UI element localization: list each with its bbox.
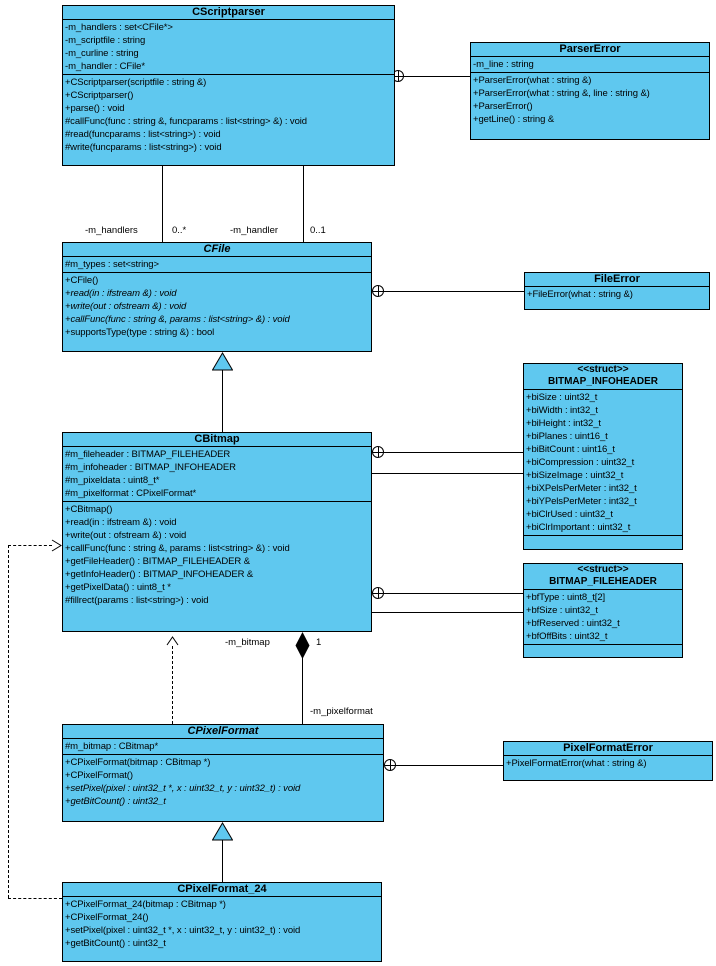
dependency-arrow-up-icon (166, 636, 179, 646)
uml-attribute: +bfReserved : uint32_t (526, 618, 620, 629)
class-title: CPixelFormat_24 (63, 883, 381, 897)
attributes-compartment (63, 739, 383, 755)
uml-method: +write(out : ofstream &) : void (65, 530, 187, 541)
class-title: FileError (525, 273, 709, 287)
class-cpixelformat[interactable] (62, 724, 384, 822)
uml-attribute: -m_handler : CFile* (65, 61, 145, 72)
uml-attribute: #m_bitmap : CBitmap* (65, 741, 159, 752)
uml-method: +write(out : ofstream &) : void (65, 301, 187, 312)
class-name: BITMAP_FILEHEADER (549, 576, 657, 587)
attributes-compartment (63, 447, 371, 502)
uml-method: +getBitCount() : uint32_t (65, 938, 166, 949)
class-bitmap-infoheader[interactable] (523, 363, 683, 550)
methods-compartment (63, 897, 381, 961)
uml-attribute: +biYPelsPerMeter : int32_t (526, 496, 637, 507)
uml-method: +ParserError() (473, 101, 533, 112)
anchor-parsererror-line (402, 76, 470, 77)
uml-method: #read(funcparams : list<string>) : void (65, 129, 221, 140)
anchor-fileheader-line (382, 593, 523, 594)
methods-compartment (525, 287, 709, 309)
uml-method: +supportsType(type : string &) : bool (65, 327, 215, 338)
uml-method: #write(funcparams : list<string>) : void (65, 142, 222, 153)
uml-method: +ParserError(what : string &) (473, 75, 592, 86)
uml-attribute: +biPlanes : uint16_t (526, 431, 608, 442)
uml-method: +setPixel(pixel : uint32_t *, x : uint32_t, y : uint32_t) : void (65, 783, 301, 794)
methods-compartment (504, 756, 712, 780)
association-m-handlers-line (162, 166, 163, 242)
class-parsererror[interactable] (470, 42, 710, 140)
class-fileerror[interactable] (524, 272, 710, 310)
attributes-compartment (524, 590, 682, 645)
class-cfile[interactable] (62, 242, 372, 352)
composition-role-label: -m_bitmap (225, 637, 270, 648)
class-title (524, 564, 682, 590)
attributes-compartment (524, 390, 682, 536)
uml-attribute: +biBitCount : uint16_t (526, 444, 615, 455)
class-title (524, 364, 682, 390)
uml-method: +ParserError(what : string &, line : string &) (473, 88, 650, 99)
uml-attribute: #m_pixelformat : CPixelFormat* (65, 488, 197, 499)
class-title: PixelFormatError (504, 742, 712, 756)
class-pixelformaterror[interactable] (503, 741, 713, 781)
fileheader-line2 (372, 612, 523, 613)
composition-cbitmap-cpixelformat-line (302, 658, 303, 724)
association-m-handler-line (303, 166, 304, 242)
class-cbitmap[interactable] (62, 432, 372, 632)
attributes-compartment (63, 20, 394, 75)
association-role-label: -m_handler (230, 225, 279, 236)
generalization-cbitmap-cfile-line (222, 370, 223, 432)
containment-anchor-icon (372, 285, 384, 297)
class-cpixelformat-24[interactable] (62, 882, 382, 962)
class-title: CFile (63, 243, 371, 257)
dependency-cpixelformat-cbitmap-line (172, 646, 173, 724)
uml-attribute: +biClrUsed : uint32_t (526, 509, 613, 520)
containment-anchor-icon (372, 446, 384, 458)
uml-method: +getLine() : string & (473, 114, 555, 125)
association-multiplicity-label: 0..* (172, 225, 187, 236)
uml-attribute: -m_line : string (473, 59, 534, 70)
association-multiplicity-label: 0..1 (310, 225, 326, 236)
uml-attribute: +biSizeImage : uint32_t (526, 470, 624, 481)
infoheader-line2 (372, 473, 523, 474)
uml-method: +callFunc(func : string &, params : list<string> &) : void (65, 543, 290, 554)
generalization-triangle-icon (212, 822, 233, 841)
stereotype-label: <<struct>> (577, 564, 629, 575)
uml-attribute: +biHeight : int32_t (526, 418, 601, 429)
uml-method: +FileError(what : string &) (527, 289, 633, 300)
composition-diamond-icon (295, 632, 310, 660)
uml-attribute: +bfOffBits : uint32_t (526, 631, 608, 642)
class-name: BITMAP_INFOHEADER (547, 376, 658, 387)
methods-compartment (63, 273, 371, 351)
anchor-fileerror-line (382, 291, 524, 292)
uml-method: +CPixelFormat_24(bitmap : CBitmap *) (65, 899, 226, 910)
methods-compartment (471, 73, 709, 139)
uml-method: +getFileHeader() : BITMAP_FILEHEADER & (65, 556, 250, 567)
anchor-infoheader-line (382, 452, 523, 453)
dependency-cpixelformat24-cbitmap-top (8, 545, 52, 546)
dependency-arrow-right-icon (51, 539, 62, 552)
uml-attribute: -m_curline : string (65, 48, 139, 59)
attributes-compartment (63, 257, 371, 273)
uml-attribute: +bfSize : uint32_t (526, 605, 598, 616)
uml-method: +PixelFormatError(what : string &) (506, 758, 647, 769)
dependency-cpixelformat24-cbitmap-vertical (8, 545, 9, 898)
uml-method: +read(in : ifstream &) : void (65, 288, 177, 299)
methods-compartment (63, 75, 394, 165)
uml-attribute: #m_infoheader : BITMAP_INFOHEADER (65, 462, 236, 473)
uml-method: +CPixelFormat_24() (65, 912, 149, 923)
uml-method: +parse() : void (65, 103, 125, 114)
class-title: CScriptparser (63, 6, 394, 20)
containment-anchor-icon (384, 759, 396, 771)
methods-compartment (63, 755, 383, 821)
uml-method: +setPixel(pixel : uint32_t *, x : uint32_t, y : uint32_t) : void (65, 925, 301, 936)
uml-method: +CBitmap() (65, 504, 113, 515)
class-title: ParserError (471, 43, 709, 57)
uml-method: #fillrect(params : list<string>) : void (65, 595, 209, 606)
methods-compartment-empty (524, 645, 682, 657)
methods-compartment-empty (524, 536, 682, 549)
uml-method: +CScriptparser() (65, 90, 134, 101)
class-bitmap-fileheader[interactable] (523, 563, 683, 658)
uml-attribute: -m_scriptfile : string (65, 35, 146, 46)
uml-method: #callFunc(func : string &, funcparams : list<string> &) : void (65, 116, 307, 127)
class-title: CPixelFormat (63, 725, 383, 739)
uml-attribute: #m_types : set<string> (65, 259, 159, 270)
uml-attribute: +biClrImportant : uint32_t (526, 522, 631, 533)
uml-method: +CFile() (65, 275, 99, 286)
uml-attribute: +biWidth : int32_t (526, 405, 598, 416)
uml-attribute: #m_pixeldata : uint8_t* (65, 475, 160, 486)
uml-method: +CPixelFormat() (65, 770, 133, 781)
uml-method: +getPixelData() : uint8_t * (65, 582, 171, 593)
class-cscriptparser[interactable] (62, 5, 395, 166)
generalization-cpixelformat24-line (222, 840, 223, 882)
class-title: CBitmap (63, 433, 371, 447)
containment-anchor-icon (372, 587, 384, 599)
attributes-compartment (471, 57, 709, 73)
uml-method: +getInfoHeader() : BITMAP_INFOHEADER & (65, 569, 254, 580)
uml-attribute: #m_fileheader : BITMAP_FILEHEADER (65, 449, 231, 460)
uml-attribute: +biCompression : uint32_t (526, 457, 635, 468)
dependency-cpixelformat24-cbitmap-bottom (8, 898, 62, 899)
uml-attribute: -m_handlers : set<CFile*> (65, 22, 173, 33)
uml-method: +callFunc(func : string &, params : list<string> &) : void (65, 314, 290, 325)
methods-compartment (63, 502, 371, 631)
uml-method: +CScriptparser(scriptfile : string &) (65, 77, 207, 88)
generalization-triangle-icon (212, 352, 233, 371)
uml-attribute: +bfType : uint8_t[2] (526, 592, 606, 603)
composition-multiplicity-label: 1 (316, 637, 322, 648)
uml-method: +CPixelFormat(bitmap : CBitmap *) (65, 757, 211, 768)
uml-method: +read(in : ifstream &) : void (65, 517, 177, 528)
stereotype-label: <<struct>> (577, 364, 629, 375)
composition-role-label: -m_pixelformat (310, 706, 373, 717)
uml-method: +getBitCount() : uint32_t (65, 796, 166, 807)
uml-attribute: +biSize : uint32_t (526, 392, 598, 403)
association-role-label: -m_handlers (85, 225, 138, 236)
anchor-pixelformaterror-line (394, 765, 503, 766)
uml-attribute: +biXPelsPerMeter : int32_t (526, 483, 637, 494)
